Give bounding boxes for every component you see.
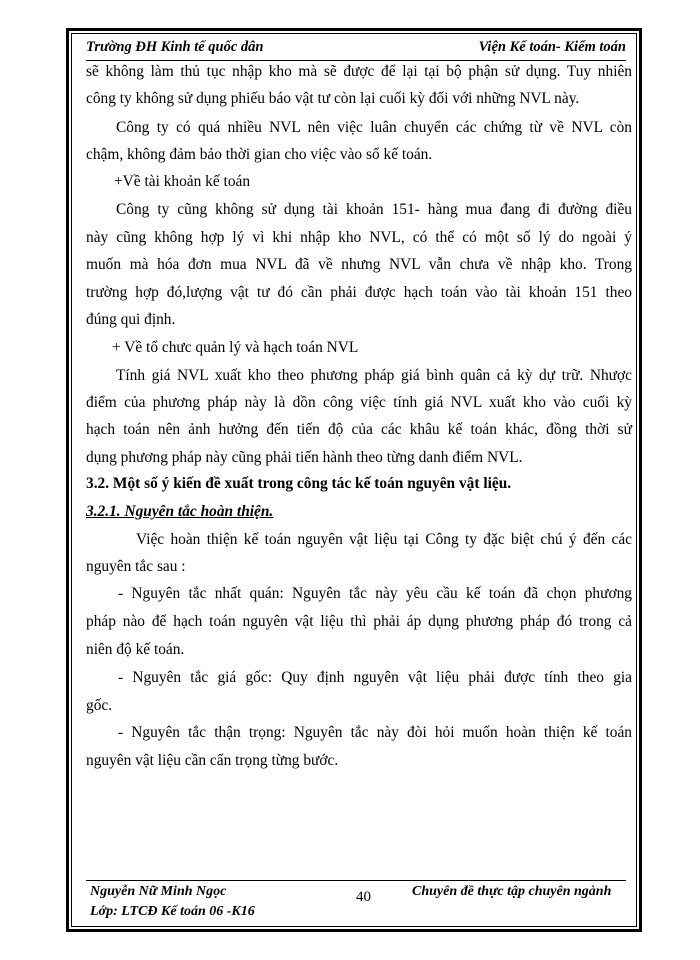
body-line: sẽ không làm thủ tục nhập kho mà sẽ được để lại tại bộ phận sử dụng. Tuy nhiên	[86, 63, 632, 80]
page-number: 40	[356, 889, 371, 905]
body-line: dụng phương pháp này cũng phải tiến hành theo từng danh điểm NVL.	[86, 449, 523, 466]
body-line: pháp nào để hạch toán nguyên vật liệu thì phải áp dụng phương pháp đó trong cả	[86, 613, 632, 630]
body-line: - Nguyên tắc nhất quán: Nguyên tắc này yêu cầu kế toán đã chọn phương	[118, 585, 632, 602]
body-line: Tính giá NVL xuất kho theo phương pháp giá bình quân cả kỳ dự trữ. Nhược	[116, 367, 632, 384]
body-line: trường hợp đó,lượng vật tư đó cần phải được hạch toán vào tài khoản 151 theo	[86, 284, 632, 301]
body-line: công ty không sử dụng phiếu báo vật tư còn lại cuối kỳ đối với những NVL này.	[86, 90, 580, 107]
header-institute: Viện Kế toán- Kiểm toán	[478, 39, 626, 55]
body-line: điểm của phương pháp này là dồn công việc tính giá NVL xuất kho vào cuối kỳ	[86, 394, 632, 411]
footer-class: Lớp: LTCĐ Kế toán 06 -K16	[90, 904, 255, 919]
body-line: Công ty có quá nhiều NVL nên việc luân chuyển các chứng từ về NVL còn	[116, 119, 632, 136]
body-line: muốn mà hóa đơn mua NVL đã về nhưng NVL vẫn chưa về nhập kho. Trong	[86, 256, 632, 273]
body-line: hạch toán nên ảnh hưởng đến tiến độ của các khâu kế toán khác, đồng thời sử	[86, 421, 632, 438]
body-line: niên độ kế toán.	[86, 641, 185, 658]
body-line: đúng qui định.	[86, 311, 176, 328]
body-line: nguyên vật liệu cần cẩn trọng từng bước.	[86, 752, 339, 769]
body-line: chậm, không đảm bảo thời gian cho việc vào sổ kế toán.	[86, 146, 433, 163]
body-line: - Nguyên tắc thận trọng: Nguyên tắc này đòi hỏi muốn hoàn thiện kế toán	[118, 724, 632, 741]
body-line: +Về tài khoản kế toán	[114, 173, 251, 190]
footer-topic: Chuyên đề thực tập chuyên ngành	[412, 884, 612, 899]
body-line: - Nguyên tắc giá gốc: Quy định nguyên vật liệu phải được tính theo gia	[118, 669, 632, 686]
body-line: Việc hoàn thiện kế toán nguyên vật liệu tại Công ty đặc biệt chú ý đến các	[136, 531, 632, 548]
body-line: + Về tổ chưc quản lý và hạch toán NVL	[112, 339, 359, 356]
page-header	[86, 39, 626, 61]
header-rule	[86, 60, 626, 61]
footer-rule	[86, 880, 626, 881]
body-line: nguyên tắc sau :	[86, 558, 186, 575]
footer-author: Nguyễn Nữ Minh Ngọc	[90, 884, 227, 899]
body-line: Công ty cũng không sử dụng tài khoản 151- hàng mua đang đi đường điều	[116, 201, 632, 218]
header-university: Trường ĐH Kinh tế quốc dân	[86, 39, 264, 55]
body-line: gốc.	[86, 697, 113, 714]
section-heading: 3.2. Một số ý kiến đề xuất trong công tác kế toán nguyên vật liệu.	[86, 475, 512, 492]
body-line: này cũng không hợp lý vì khi nhập kho NVL, có thể có một số lý do ngoài ý	[86, 229, 632, 246]
subsection-heading: 3.2.1. Nguyên tắc hoàn thiện.	[86, 503, 274, 520]
